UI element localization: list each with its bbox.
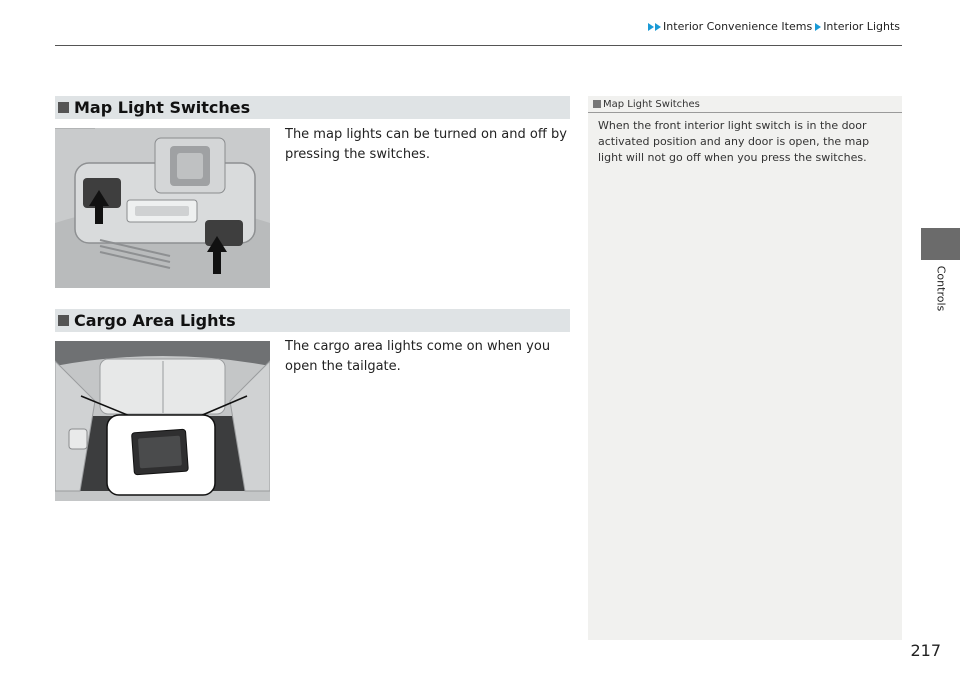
breadcrumb-arrow-icon (648, 23, 654, 31)
section-body-text: The map lights can be turned on and off by pressing the switches. (285, 127, 567, 162)
chapter-tab[interactable] (921, 228, 960, 260)
map-light-illustration (55, 128, 270, 288)
section-heading-cargo-lights (55, 309, 570, 332)
square-bullet-icon (58, 315, 69, 326)
breadcrumb-arrow-icon (815, 23, 821, 31)
page-number: 217 (910, 641, 941, 660)
breadcrumb (648, 20, 900, 33)
note-body: When the front interior light switch is in the door activated position and any door is open, the map light will not go off when you press the switches. (598, 119, 870, 164)
chapter-tab-label: Controls (934, 265, 947, 311)
square-bullet-icon (58, 102, 69, 113)
breadcrumb-arrow-icon (655, 23, 661, 31)
note-title[interactable]: Map Light Switches (603, 98, 700, 110)
section-title: Cargo Area Lights (74, 311, 236, 330)
cargo-light-drawing (55, 341, 270, 501)
map-light-drawing (55, 128, 270, 288)
reference-marker-icon (593, 100, 601, 108)
section-title: Map Light Switches (74, 98, 251, 117)
chapter-tab-label-wrap (921, 258, 960, 318)
section-heading-map-lights (55, 96, 570, 119)
breadcrumb-level1[interactable]: Interior Convenience Items (663, 20, 813, 33)
section-body-text: The cargo area lights come on when you open the tailgate. (285, 339, 551, 374)
header-divider (55, 45, 902, 46)
cargo-light-illustration (55, 341, 270, 501)
note-panel (588, 96, 902, 640)
note-header (588, 96, 902, 113)
breadcrumb-level2[interactable]: Interior Lights (823, 20, 900, 33)
